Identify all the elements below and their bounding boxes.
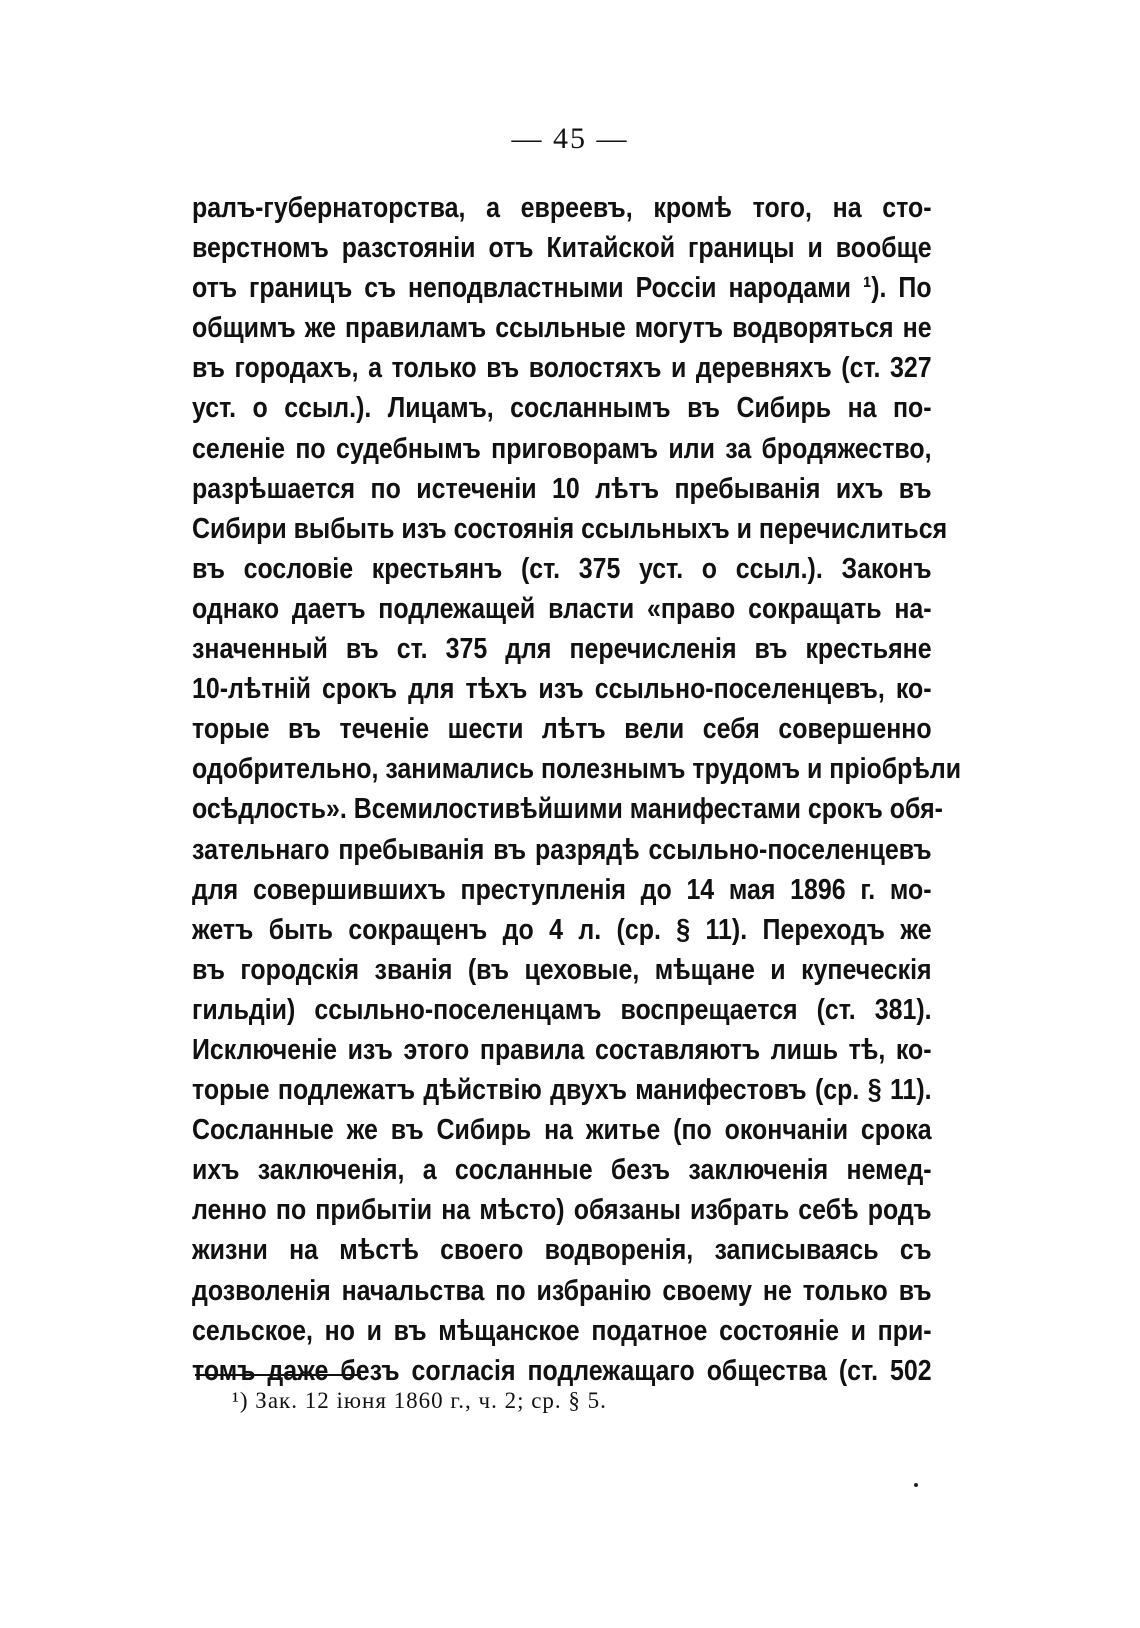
text-line: зательнаго пребыванія въ разрядѣ ссыльно-поселенцевъ bbox=[192, 833, 932, 866]
text-line: селеніе по судебнымъ приговорамъ или за бродяжество, bbox=[192, 432, 932, 465]
text-line: Исключеніе изъ этого правила составляютъ лишь тѣ, ко- bbox=[192, 1033, 932, 1066]
text-line: торые въ теченіе шести лѣтъ вели себя совершенно bbox=[192, 713, 932, 746]
text-line: ленно по прибытіи на мѣсто) обязаны избрать себѣ родъ bbox=[192, 1194, 932, 1227]
footnote: ¹) Зак. 12 іюня 1860 г., ч. 2; ср. § 5. bbox=[232, 1388, 607, 1413]
page-number: — 45 — bbox=[511, 122, 629, 155]
text-line: Сосланные же въ Сибирь на житье (по окончаніи срока bbox=[192, 1114, 932, 1147]
text-line: въ городскія званія (въ цеховые, мѣщане и купеческія bbox=[192, 953, 932, 986]
text-line: однако даетъ подлежащей власти «право сокращать на- bbox=[192, 592, 932, 625]
text-line: отъ границъ съ неподвластными Россіи народами ¹). По bbox=[192, 272, 932, 305]
text-line: разрѣшается по истеченіи 10 лѣтъ пребыванія ихъ въ bbox=[192, 472, 932, 505]
body-text bbox=[192, 188, 962, 1391]
text-line: уст. о ссыл.). Лицамъ, сосланнымъ въ Сибирь на по- bbox=[192, 392, 932, 425]
text-line: осѣдлость». Всемилостивѣйшими манифестами срокъ обя- bbox=[192, 793, 943, 826]
text-line: ихъ заключенія, а сосланные безъ заключенія немед- bbox=[192, 1154, 932, 1187]
text-line: жетъ быть сокращенъ до 4 л. (ср. § 11). Переходъ же bbox=[192, 913, 932, 946]
text-line: въ городахъ, а только въ волостяхъ и деревняхъ (ст. 327 bbox=[192, 352, 932, 385]
text-line: гильдіи) ссыльно-поселенцамъ воспрещается (ст. 381). bbox=[192, 993, 932, 1026]
text-line: 10-лѣтній срокъ для тѣхъ изъ ссыльно-поселенцевъ, ко- bbox=[192, 673, 932, 706]
text-line: для совершившихъ преступленія до 14 мая 1896 г. мо- bbox=[192, 873, 932, 906]
text-line: одобрительно, занимались полезнымъ трудомъ и пріобрѣли bbox=[192, 753, 962, 786]
text-line: жизни на мѣстѣ своего водворенія, записываясь съ bbox=[192, 1234, 932, 1267]
text-line: дозволенія начальства по избранію своему не только въ bbox=[192, 1274, 932, 1307]
print-speck bbox=[914, 1483, 918, 1487]
footnote-divider bbox=[195, 1374, 361, 1376]
text-line: Сибири выбыть изъ состоянія ссыльныхъ и перечислиться bbox=[192, 512, 948, 545]
text-line: значенный въ ст. 375 для перечисленія въ крестьяне bbox=[192, 633, 932, 666]
text-line: ралъ-губернаторства, а евреевъ, кромѣ того, на сто- bbox=[192, 192, 932, 224]
text-line: торые подлежатъ дѣйствію двухъ манифестовъ (ср. § 11). bbox=[192, 1074, 932, 1107]
text-line: въ сословіе крестьянъ (ст. 375 уст. о ссыл.). Законъ bbox=[192, 552, 932, 585]
text-line: верстномъ разстояніи отъ Китайской границы и вообще bbox=[192, 232, 932, 265]
text-line: сельское, но и въ мѣщанское податное состояніе и при- bbox=[192, 1314, 932, 1347]
text-line: томъ даже безъ согласія подлежащаго общества (ст. 502 bbox=[192, 1354, 932, 1387]
text-line: общимъ же правиламъ ссыльные могутъ водворяться не bbox=[192, 312, 932, 345]
